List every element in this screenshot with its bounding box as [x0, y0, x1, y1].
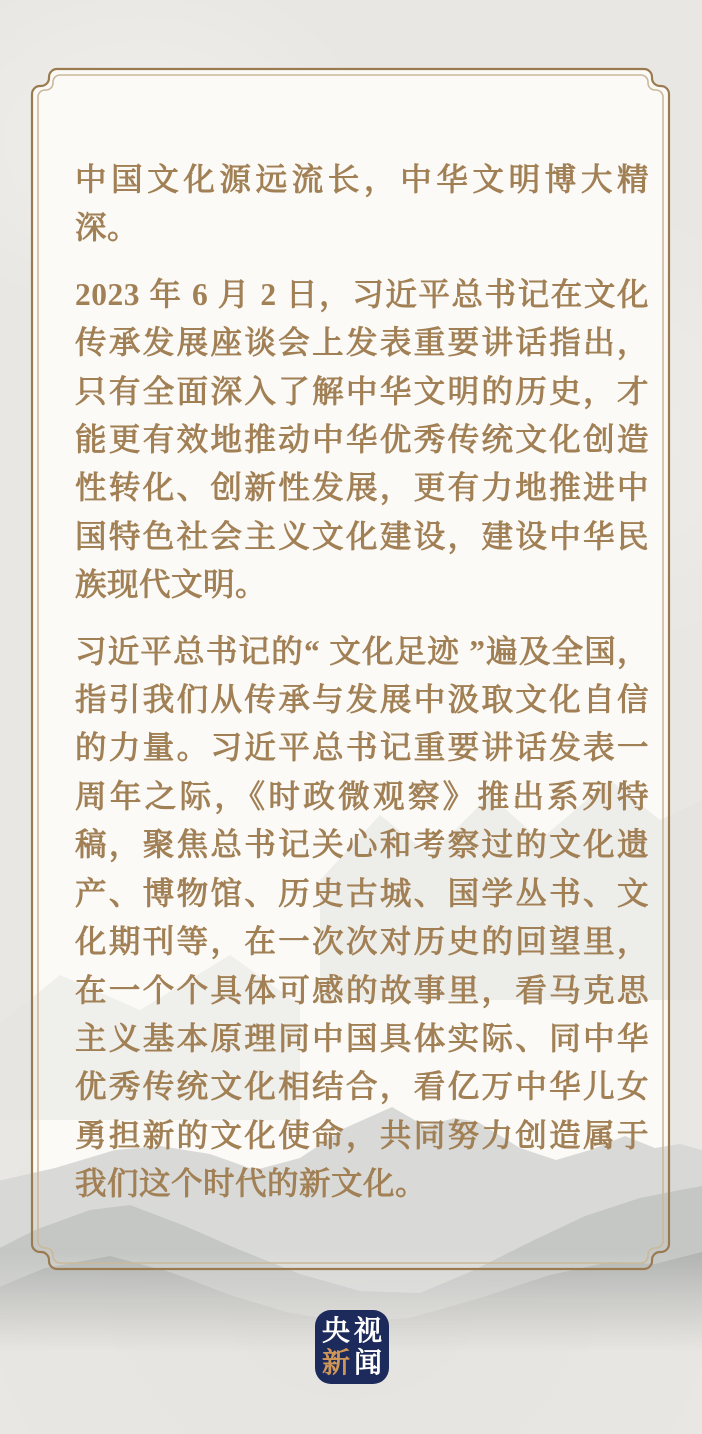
paragraph-speech: 2023 年 6 月 2 日，习近平总书记在文化传承发展座谈会上发表重要讲话指出，只有全面深入了解中华文明的历史，才能更有效地推动中华优秀传统文化创造性转化、创新性发展，更有力地推进中国特色社会主义文化建设，建设中华民族现代文明。	[75, 276, 649, 603]
logo-char-shi: 视	[353, 1315, 382, 1346]
article-text	[75, 156, 649, 1227]
paragraph-intro: 中国文化源远流长，中华文明博大精深。	[75, 162, 649, 246]
cctv-news-logo	[315, 1310, 389, 1384]
logo-char-yang: 央	[321, 1315, 350, 1346]
logo-char-xin: 新	[321, 1347, 350, 1378]
logo-char-wen: 闻	[353, 1347, 382, 1378]
paragraph-series: 习近平总书记的“ 文化足迹 ”遍及全国，指引我们从传承与发展中汲取文化自信的力量。习近平总书记重要讲话发表一周年之际，《时政微观察》推出系列特稿，聚焦总书记关心和考察过的文化遗产、博物馆、历史古城、国学丛书、文化期刊等，在一次次对历史的回望里，在一个个具体可感的故事里，看马克思主义基本原理同中国具体实际、同中华优秀传统文化相结合，看亿万中华儿女勇担新的文化使命，共同努力创造属于我们这个时代的新文化。	[75, 633, 649, 1202]
